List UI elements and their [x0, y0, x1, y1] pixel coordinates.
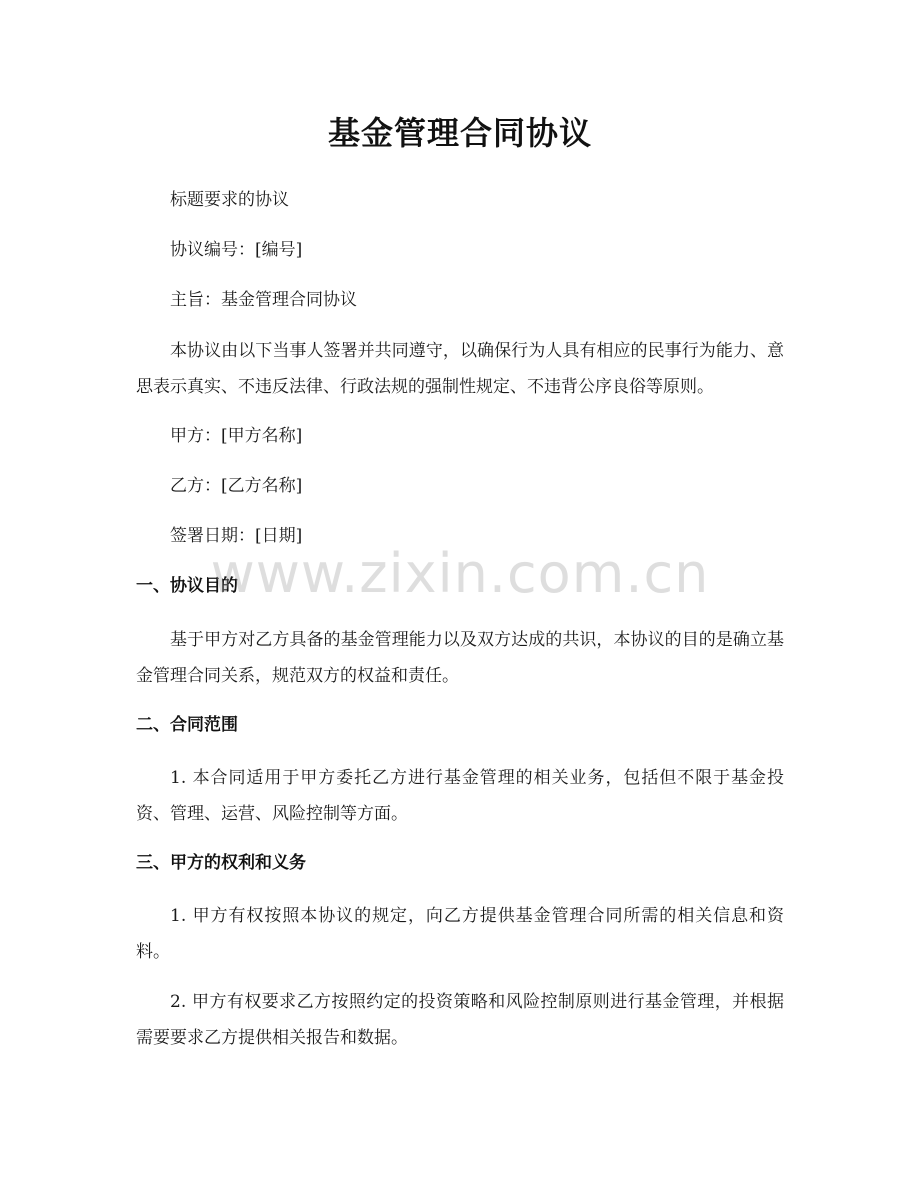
intro-agreement-number: 协议编号：[编号] — [170, 240, 303, 260]
section-heading-scope: 二、合同范围 — [136, 715, 238, 735]
intro-party-b: 乙方：[乙方名称] — [170, 476, 303, 496]
intro-party-a: 甲方：[甲方名称] — [170, 426, 303, 446]
section-party-a-paragraph-1: 1. 甲方有权按照本协议的规定，向乙方提供基金管理合同所需的相关信息和资料。 — [136, 906, 784, 962]
intro-subject: 主旨：基金管理合同协议 — [170, 290, 357, 310]
section-heading-party-a-rights: 三、甲方的权利和义务 — [136, 853, 306, 873]
intro-title-requirement: 标题要求的协议 — [170, 190, 289, 210]
section-purpose-paragraph: 基于甲方对乙方具备的基金管理能力以及双方达成的共识，本协议的目的是确立基金管理合同关系，规范双方的权益和责任。 — [136, 630, 784, 686]
watermark: www.zixin.com.cn — [210, 542, 710, 605]
document-title: 基金管理合同协议 — [327, 114, 592, 152]
intro-preamble: 本协议由以下当事人签署并共同遵守，以确保行为人具有相应的民事行为能力、意思表示真实、不违反法律、行政法规的强制性规定、不违背公序良俗等原则。 — [136, 341, 784, 397]
section-party-a-paragraph-2: 2. 甲方有权要求乙方按照约定的投资策略和风险控制原则进行基金管理，并根据需要要求乙方提供相关报告和数据。 — [136, 992, 784, 1048]
section-scope-paragraph-1: 1. 本合同适用于甲方委托乙方进行基金管理的相关业务，包括但不限于基金投资、管理、运营、风险控制等方面。 — [136, 768, 784, 824]
section-heading-purpose: 一、协议目的 — [136, 576, 238, 596]
intro-sign-date: 签署日期：[日期] — [170, 526, 303, 546]
